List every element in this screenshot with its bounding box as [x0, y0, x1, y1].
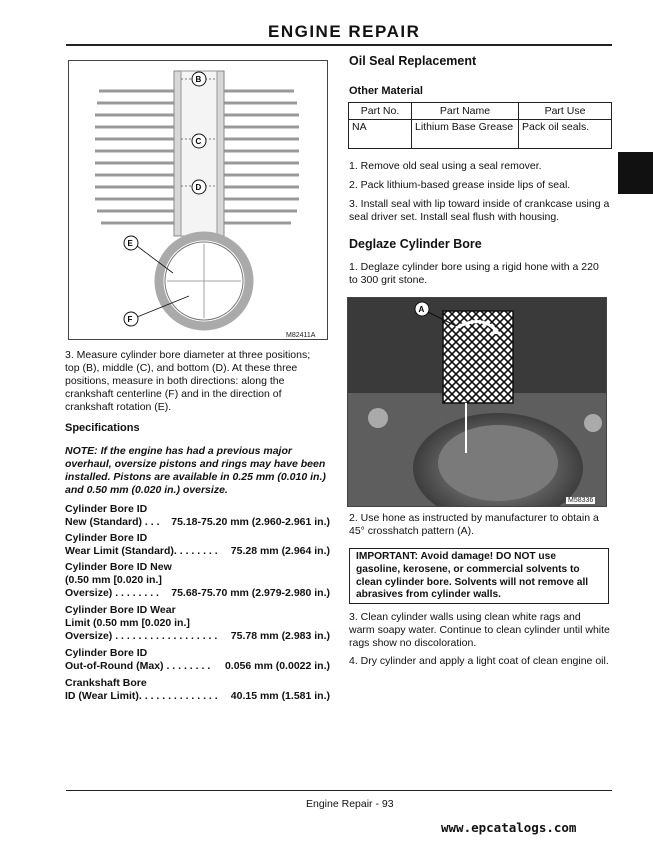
- table-header-row: [349, 103, 612, 120]
- label-a: A: [418, 305, 425, 314]
- figure-caption-left: M82411A: [286, 332, 316, 339]
- spec-crankshaft-bore: [65, 677, 330, 703]
- step-line: rags show no discoloration.: [349, 637, 477, 649]
- note-line: NOTE: If the engine has had a previous major: [65, 445, 292, 457]
- spec-line: ID (Wear Limit). . . . . . . . . . . . . .: [65, 690, 218, 702]
- other-material-heading: Other Material: [349, 85, 423, 97]
- section-tab: [618, 152, 653, 194]
- oil-seal-steps: [349, 160, 614, 224]
- table-cell: NA: [349, 120, 412, 149]
- text-line: crankshaft centerline (F) and in the direction of: [65, 388, 282, 400]
- step-line: seal driver set. Install seal flush with housing.: [349, 211, 560, 223]
- step-line: 2. Pack lithium-based grease inside lips of seal.: [349, 179, 571, 191]
- spec-line: (0.50 mm [0.020 in.]: [65, 574, 162, 586]
- text-line: crankshaft rotation (E).: [65, 401, 172, 413]
- spec-label: Cylinder Bore ID Wear: [65, 604, 176, 616]
- spec-new-standard: [65, 503, 330, 529]
- text-line: positions, measure in both directions: along the: [65, 375, 285, 387]
- cylinder-bore-figure: [68, 60, 328, 340]
- step3-clean: [349, 611, 617, 650]
- step-line: 1. Remove old seal using a seal remover.: [349, 160, 542, 172]
- label-b: B: [195, 75, 202, 84]
- step-line: 2. Use hone as instructed by manufacturer to obtain a: [349, 512, 599, 524]
- specifications-heading: Specifications: [65, 422, 140, 434]
- deglaze-step1: [349, 261, 614, 287]
- page-number: Engine Repair - 93: [306, 798, 394, 810]
- step3-measure: [65, 349, 325, 414]
- spec-value: 40.15 mm (1.581 in.): [230, 690, 330, 702]
- label-f: F: [127, 315, 133, 324]
- deglaze-heading: Deglaze Cylinder Bore: [349, 237, 482, 251]
- table-cell: Lithium Base Grease: [412, 120, 519, 149]
- note-line: overhaul, oversize pistons and rings may have been: [65, 458, 326, 470]
- parts-table: [348, 102, 612, 149]
- important-warning-box: [349, 548, 609, 604]
- crosshatch-photo: [348, 298, 606, 506]
- spec-label: Cylinder Bore ID: [65, 503, 148, 515]
- spec-value: 0.056 mm (0.0022 in.): [224, 660, 330, 672]
- spec-new-oversize: [65, 561, 330, 600]
- spec-value: 75.68-75.70 mm (2.979-2.980 in.): [171, 587, 330, 599]
- step-line: to 300 grit stone.: [349, 274, 428, 286]
- label-e: E: [127, 239, 133, 248]
- header-rule: [66, 44, 612, 46]
- spec-label: Cylinder Bore ID: [65, 532, 148, 544]
- table-row: [349, 120, 612, 149]
- spec-wear-oversize: [65, 604, 330, 643]
- warning-line: gasoline, kerosene, or commercial solvents to: [356, 563, 580, 575]
- page-title: ENGINE REPAIR: [268, 22, 421, 41]
- label-d: D: [195, 183, 202, 192]
- note-line: installed. Pistons are available in 0.25 mm (0.010 in.): [65, 471, 326, 483]
- spec-wear-standard: [65, 532, 330, 558]
- step-line: 45° crosshatch pattern (A).: [349, 525, 475, 537]
- note-line: and 0.50 mm (0.020 in.) oversize.: [65, 484, 228, 496]
- warning-line: abrasives from cylinder walls.: [356, 589, 501, 601]
- table-cell: Pack oil seals.: [519, 120, 612, 149]
- label-c: C: [195, 137, 202, 146]
- spec-label: Cylinder Bore ID New: [65, 561, 172, 573]
- spec-value: 75.78 mm (2.983 in.): [230, 630, 330, 642]
- oversize-note: [65, 445, 335, 497]
- step-line: warm soapy water. Continue to clean cylinder until white: [349, 624, 610, 636]
- step-line: 1. Deglaze cylinder bore using a rigid hone with a 220: [349, 261, 599, 273]
- column-header: Part No.: [349, 103, 412, 120]
- crosshatch-figure: [347, 297, 607, 507]
- spec-line: Oversize) . . . . . . . .: [65, 587, 159, 599]
- spec-value: 75.18-75.20 mm (2.960-2.961 in.): [171, 516, 330, 528]
- spec-label: Crankshaft Bore: [65, 677, 147, 689]
- step4-dry: 4. Dry cylinder and apply a light coat of clean engine oil.: [349, 655, 609, 667]
- watermark-url[interactable]: www.epcatalogs.com: [441, 820, 577, 835]
- spec-value: 75.28 mm (2.964 in.): [230, 545, 330, 557]
- cylinder-bore-diagram: [69, 61, 327, 339]
- warning-line: IMPORTANT: Avoid damage! DO NOT use: [356, 551, 556, 562]
- spec-line: New (Standard) . . .: [65, 516, 160, 528]
- spec-line: Wear Limit (Standard). . . . . . . .: [65, 545, 218, 557]
- step-line: 3. Clean cylinder walls using clean white rags and: [349, 611, 581, 623]
- spec-line: Limit (0.50 mm [0.020 in.]: [65, 617, 190, 629]
- footer-rule: [66, 790, 612, 791]
- text-line: 3. Measure cylinder bore diameter at three positions;: [65, 349, 311, 361]
- step2-hone: [349, 512, 614, 538]
- step-line: 3. Install seal with lip toward inside of crankcase using a: [349, 198, 610, 210]
- column-header: Part Use: [519, 103, 612, 120]
- spec-label: Cylinder Bore ID: [65, 647, 148, 659]
- text-line: top (B), middle (C), and bottom (D). At these three: [65, 362, 298, 374]
- warning-line: clean cylinder bore. Solvents will not remove all: [356, 576, 589, 588]
- spec-out-of-round: [65, 647, 330, 673]
- oil-seal-heading: Oil Seal Replacement: [349, 54, 477, 68]
- spec-line: Oversize) . . . . . . . . . . . . . . . . . .: [65, 630, 218, 642]
- figure-caption-right: M58336: [568, 497, 594, 504]
- spec-line: Out-of-Round (Max) . . . . . . . .: [65, 660, 211, 672]
- column-header: Part Name: [412, 103, 519, 120]
